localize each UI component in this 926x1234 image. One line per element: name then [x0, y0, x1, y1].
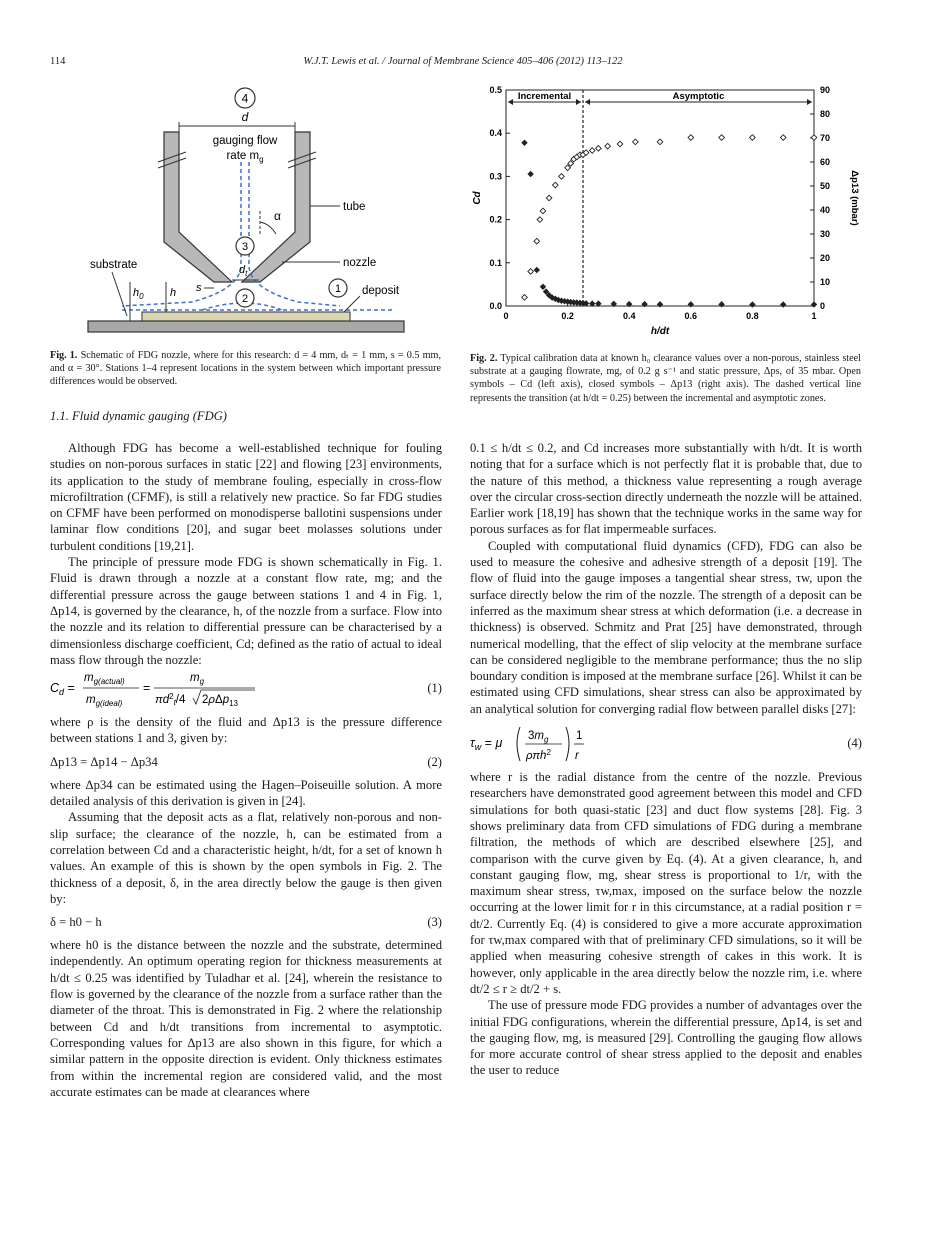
dp13-point: [780, 302, 786, 308]
svg-text:dt: [239, 264, 248, 278]
cd-point: [605, 143, 611, 149]
fig1-caption-label: Fig. 1.: [50, 350, 78, 361]
alpha-label: α: [274, 209, 281, 223]
cd-point: [657, 139, 663, 145]
x-tick-label: 0: [503, 311, 509, 321]
y2-tick-label: 0: [820, 301, 826, 311]
cd-point: [811, 135, 817, 141]
equation-4: [470, 717, 862, 769]
right-column: [470, 440, 862, 1079]
right-paragraph-2: Coupled with computational fluid dynamics (CFD), FDG can also be used to measure the cohesive and adhesive strength of a deposit [19]. The flow of fluid into the gauge imposes a tangential shear stress, τw, upon the surface directly below the rim of the nozzle. The strength of a deposit can be inferred as the maximum shear stress at which deformation (i.e. a decrease in thickness) is observed. Schmitz and Prat [25] have demonstrated, through numerical modelling, that the effect of slip velocity at the membrane surface can be considered negligible to the membrane performance; thus the no slip boundary condition is imposed at the membrane surface [26]. Whilst it can be estimated using CFD simulations, shear stress can also be approximated by an analytical solution for converging radial flow between parallel disks [27]:: [470, 538, 862, 716]
cd-point: [688, 135, 694, 141]
y2-tick-label: 20: [820, 253, 831, 263]
cd-point: [565, 165, 571, 171]
fig2-caption: [470, 352, 861, 405]
fig1-schematic: [82, 84, 412, 340]
equation-2: [50, 747, 442, 777]
x-tick-label: 0.8: [746, 311, 759, 321]
y-tick-label: 0.5: [489, 85, 502, 95]
deposit-layer: [142, 312, 350, 321]
h0-subscript: 0: [139, 292, 144, 301]
rate-label: rate m: [226, 150, 260, 162]
page-number: 114: [50, 56, 66, 67]
y-tick-label: 0.3: [489, 171, 502, 182]
left-paragraph-2: The principle of pressure mode FDG is shown schematically in Fig. 1. Fluid is drawn through a nozzle at a constant flow rate, mg; and the differential pressure across the gauge between stations 1 and 4 in Fig. 1, Δp14, is governed by the clearance, h, of the nozzle from a surface. Flow into the nozzle and its relation to differential pressure can be characterised by a dimensionless discharge coefficient, Cd; defined as the ratio of actual to ideal mass flow through the nozzle:: [50, 555, 442, 667]
dt-label: d: [239, 264, 246, 276]
svg-text:h0: [133, 287, 144, 301]
cd-point: [537, 217, 543, 223]
station-1-label: 1: [334, 283, 342, 295]
cd-point: [719, 135, 725, 141]
y-tick-label: 0.1: [489, 257, 502, 268]
y-axis-label: Cd: [472, 191, 483, 205]
svg-text:mg(ideal): $m_{g(ideal)}$: [86, 694, 123, 709]
x-tick-label: 0.2: [561, 311, 574, 321]
arrow-head-mid-left: [576, 99, 581, 105]
y-tick-label: 0.0: [489, 301, 502, 311]
zone-label-incremental: Incremental: [517, 91, 572, 102]
left-paragraph-3: where ρ is the density of the fluid and Δp13 is the pressure difference between stations 1 and 3, given by:: [50, 715, 442, 746]
equation-2-formula: Δp13 = Δp14 − Δp34: [50, 754, 158, 769]
y2-tick-label: 80: [820, 109, 831, 119]
equation-1: [50, 668, 442, 708]
svg-text:r: r: [575, 750, 579, 763]
svg-text:1: 1: [576, 730, 583, 743]
equation-3-formula: δ = h0 − h: [50, 914, 102, 929]
equation-2-number: (2): [427, 754, 442, 769]
h0-label: h: [133, 287, 140, 299]
running-title: W.J.T. Lewis et al. / Journal of Membrane Science 405–406 (2012) 113–122: [303, 56, 623, 67]
fig1-caption-text: Schematic of FDG nozzle, where for this research: d = 4 mm, dₜ = 1 mm, s = 0.5 mm, and α = 30°. Stations 1–4 represent locations in the system between which important pressure differences would be observed.: [50, 350, 441, 388]
x-tick-label: 0.4: [622, 311, 636, 321]
station-4-label: 4: [241, 91, 249, 106]
svg-text:2ρΔp13: 2ρΔp$_{13}$: [202, 694, 238, 709]
svg-text:=: =: [143, 681, 151, 696]
substrate-plate: [88, 321, 404, 332]
cd-point: [617, 141, 623, 147]
cd-point: [528, 269, 534, 275]
equation-4-number: (4): [847, 735, 862, 750]
svg-text:ρπh2: ρπh$^2$: [526, 748, 551, 763]
cd-point: [633, 139, 639, 145]
arrow-head-left: [508, 99, 513, 105]
equation-3-number: (3): [427, 914, 442, 929]
left-paragraph-5: Assuming that the deposit acts as a flat, relatively non-porous and non-slip surface; the clearance of the nozzle, h, can be estimated from a correlation between Cd and a characteristic height, h/dt, for a set of known h values. An example of this is shown by the open symbols in Fig. 2. The thickness of a deposit, δ, in the area directly below the gauge is then given by:: [50, 810, 442, 906]
left-column: [50, 440, 442, 1100]
dp13-point: [522, 140, 528, 146]
x-axis-label: h/dt: [650, 326, 670, 337]
h-label: h: [170, 287, 177, 299]
dp13-point: [528, 171, 534, 177]
dt-subscript: t: [245, 269, 248, 278]
dp13-point: [750, 302, 756, 308]
y2-axis-label: Δp13 (mbar): [849, 170, 860, 226]
y2-tick-label: 30: [820, 229, 831, 239]
x-tick-label: 0.6: [684, 311, 698, 321]
fig2-chart: [470, 78, 862, 340]
equation-1-formula: [50, 668, 270, 708]
equation-1-number: (1): [427, 681, 442, 695]
cd-point: [750, 135, 756, 141]
equation-4-formula: [470, 719, 610, 767]
left-paragraph-4: where Δp34 can be estimated using the Hagen–Poiseuille solution. A more detailed analysis of this derivation is given in [24].: [50, 777, 442, 809]
station-3-label: 3: [241, 241, 249, 253]
cd-point: [568, 161, 574, 167]
x-tick-label: 1: [811, 311, 817, 321]
svg-text:πd2t/4: $\pi d^2_t/4$: [155, 692, 186, 708]
cd-point: [559, 174, 565, 180]
y-tick-label: 0.2: [489, 214, 502, 225]
equation-3: [50, 907, 442, 937]
rate-subscript: g: [259, 155, 264, 164]
deposit-label: deposit: [362, 285, 400, 297]
zone-label-asymptotic: Asymptotic: [672, 91, 725, 102]
gauging-flow-label: gauging flow: [212, 135, 278, 147]
right-paragraph-3: where r is the radial distance from the centre of the nozzle. Previous researchers have demonstrated good agreement between this model and CFD simulations for both quasi-static [23] and duct flow systems [28]. Fig. 3 shows preliminary data from CFD simulations of FDG during a membrane filtration, the methods of which are described elsewhere [25], and comparison with the curve given by Eq. (4). At a given clearance, h, and constant gauging flow, mg, shear stress is proportional to 1/r, with the maximum shear stress, τw,max, imposed on the surface below the nozzle occurring at the lower limit for r in this circumstance, at a radial position r = dt/2. Currently Eq. (4) is considered to give a more accurate approximation for τw,max compared with that of preliminary CFD simulations, so it will be applied when measuring cohesive strength of cakes in this work. It is however, only applicable in the area directly below the nozzle rim, i.e. where dt/2 ≤ r ≥ dt/2 + s.: [470, 770, 862, 996]
cd-point: [589, 148, 595, 154]
svg-text:rate mg: [226, 150, 263, 164]
svg-text:Cd =: $C_d$ =: [50, 681, 75, 698]
cd-point: [540, 208, 546, 214]
dp13-point: [540, 284, 546, 290]
right-paragraph-1: 0.1 ≤ h/dt ≤ 0.2, and Cd increases more substantially with h/dt. It is worth noting that for a surface which is not perfectly flat it is probable that, due to the nature of this method, a thickness value representing a rough average over the circular cross-section directly underneath the nozzle will be attained. Earlier work [18,19] has shown that the technique works in the same way for porous surfaces as for flat impermeable surfaces.: [470, 441, 862, 537]
section-heading: 1.1. Fluid dynamic gauging (FDG): [50, 409, 227, 423]
dp13-point: [811, 302, 817, 308]
y2-tick-label: 10: [820, 277, 831, 287]
cd-point: [534, 238, 540, 244]
left-paragraph-1: Although FDG has become a well-established technique for fouling studies on non-porous surfaces in static [22] and flowing [23] environments, its application to the study of membrane fouling, especially in cross-flow microfiltration (CFMF), is still a relatively new practice. So far FDG studies on CFMF have been performed on monodisperse ballotini suspensions under laminar flow conditions [20], and sugar beet molasses solutions under turbulent conditions [19,21].: [50, 441, 442, 553]
y2-tick-label: 90: [820, 85, 831, 95]
svg-text:3mg: $3m_g$: [528, 730, 549, 745]
d-label: d: [241, 110, 249, 124]
right-paragraph-4: The use of pressure mode FDG provides a number of advantages over the initial FDG configurations, wherein the differential pressure, Δp14, is set and the gauging flow, mg, is measured [29]. Controlling the gauging flow allows for more accurate control of shear stress applied to the deposit and enables the user to reduce: [470, 998, 862, 1078]
left-tube-wall: [164, 132, 232, 282]
s-label: s: [196, 282, 202, 294]
fig2-caption-label: Fig. 2.: [470, 353, 498, 364]
nozzle-label: nozzle: [343, 257, 377, 269]
dp13-point: [534, 267, 540, 273]
fig1-caption: [50, 349, 441, 389]
tube-label: tube: [343, 201, 366, 213]
y2-tick-label: 50: [820, 181, 831, 191]
svg-text:mg(actual): $m_{g(actual)}$: [84, 672, 125, 687]
y-tick-label: 0.4: [489, 128, 502, 139]
y2-tick-label: 40: [820, 205, 831, 215]
arrow-head-right: [807, 99, 812, 105]
fig2-caption-text: Typical calibration data at known h₀ clearance values over a non-porous, stainless steel substrate at a gauging flowrate, mg, of 0.2 g s⁻¹ and static pressure, Δps, of 35 mbar. Open symbols – Cd (left axis), closed symbols – Δp13 (right axis). The dashed vertical line represents the transition (at h/dt = 0.25) between the incremental and asymptotic zones.: [470, 353, 861, 404]
station-2-label: 2: [241, 293, 249, 305]
y2-tick-label: 70: [820, 133, 831, 143]
cd-point: [780, 135, 786, 141]
arrow-head-mid-right: [585, 99, 590, 105]
cd-point: [522, 295, 528, 301]
y2-tick-label: 60: [820, 157, 831, 167]
cd-point: [596, 146, 602, 152]
svg-text:τw = μ: $\tau_w = \mu$: [470, 736, 503, 753]
cd-point: [552, 182, 558, 188]
substrate-label: substrate: [90, 259, 138, 271]
left-paragraph-6: where h0 is the distance between the nozzle and the substrate, determined independently. An optimum operating region for thickness measurements at h/dt ≤ 0.25 was identified by Tuladhar et al. [24], wherein the resistance to flow is governed by the clearance of the nozzle from a surface rather than the diameter of the throat. This is demonstrated in Fig. 2 where the relationship between Cd and h/dt transitions from incremental to asymptotic. Corresponding values for Δp13 are also shown in this figure, for which a similar pattern in the opposite direction is evident. Only thickness estimates from within the incremental region are considered valid, and the most accurate estimates can be made at clearances where: [50, 938, 442, 1099]
svg-text:mg: $m_g$: [190, 672, 205, 687]
cd-point: [546, 195, 552, 201]
